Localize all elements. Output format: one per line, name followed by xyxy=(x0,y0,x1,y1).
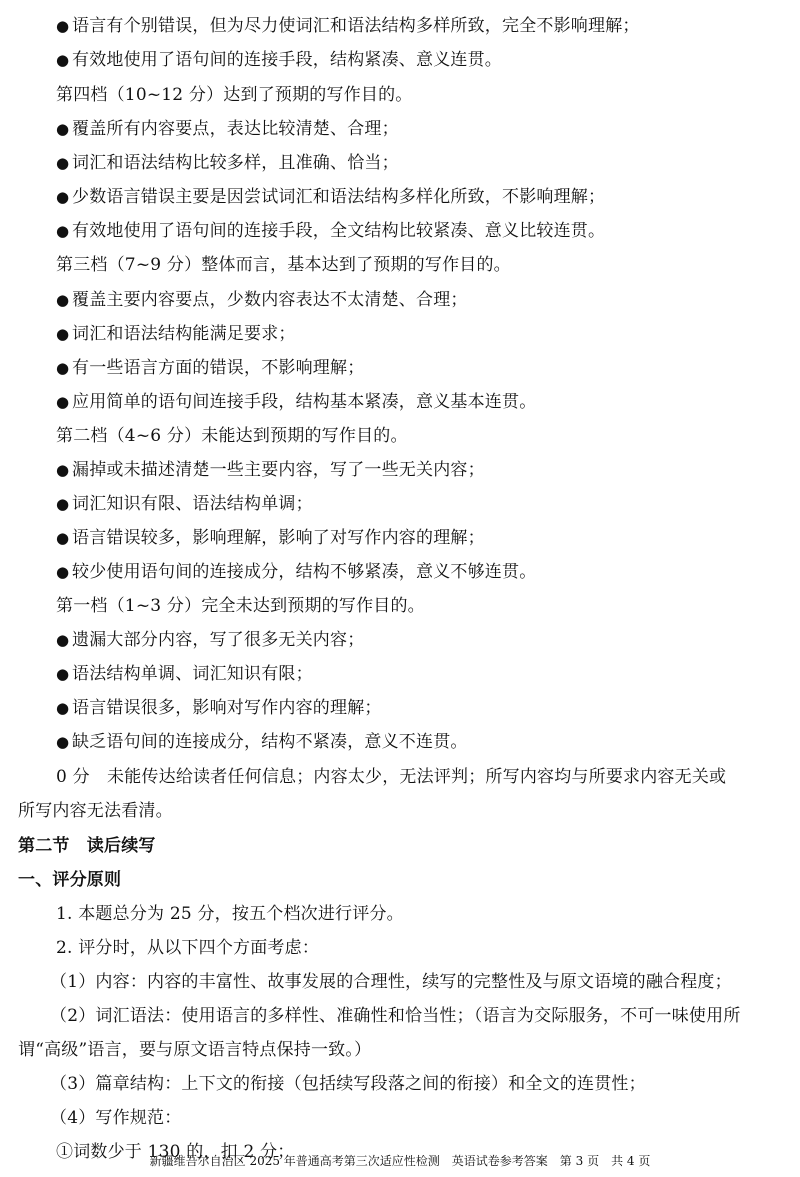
level-4-title: 第四档（10~12 分）达到了预期的写作目的。 xyxy=(56,85,413,105)
bullet-item xyxy=(56,696,382,720)
bullet-item xyxy=(56,628,364,652)
bullet-icon: ● xyxy=(56,120,70,138)
bullet-icon: ● xyxy=(56,699,70,717)
bullet-text: 词汇和语法结构能满足要求； xyxy=(72,324,296,344)
section-2-subheading: 一、评分原则 xyxy=(18,870,122,890)
bullet-icon: ● xyxy=(56,393,70,411)
rule-paragraph: （2）词汇语法：使用语言的多样性、准确性和恰当性；（语言为交际服务，不可一味使用所 xyxy=(50,1006,741,1026)
rule-paragraph: 2. 评分时，从以下四个方面考虑： xyxy=(56,938,320,958)
bullet-text: 覆盖主要内容要点，少数内容表达不太清楚、合理； xyxy=(72,290,468,310)
section-2-heading: 第二节 读后续写 xyxy=(18,836,156,856)
bullet-icon: ● xyxy=(56,222,70,240)
bullet-text: 语言错误较多，影响理解，影响了对写作内容的理解； xyxy=(72,528,485,548)
bullet-icon: ● xyxy=(56,51,70,69)
level-3-title: 第三档（7~9 分）整体而言，基本达到了预期的写作目的。 xyxy=(56,255,511,275)
bullet-icon: ● xyxy=(56,291,70,309)
bullet-icon: ● xyxy=(56,154,70,172)
bullet-icon: ● xyxy=(56,325,70,343)
bullet-text: 应用简单的语句间连接手段，结构基本紧凑，意义基本连贯。 xyxy=(72,392,537,412)
page-footer: 新疆维吾尔自治区 2025 年普通高考第三次适应性检测 英语试卷参考答案 第 3 页 共 4 页 xyxy=(149,1154,651,1168)
bullet-text: 遗漏大部分内容，写了很多无关内容； xyxy=(72,630,365,650)
bullet-text: 缺乏语句间的连接成分，结构不紧凑，意义不连贯。 xyxy=(72,732,468,752)
bullet-text: 语言有个别错误，但为尽力使词汇和语法结构多样所致，完全不影响理解； xyxy=(72,16,640,36)
bullet-item xyxy=(56,48,502,72)
bullet-icon: ● xyxy=(56,529,70,547)
rule-paragraph: ①词数少于 130 的，扣 2 分； xyxy=(56,1142,295,1162)
bullet-item xyxy=(56,730,468,754)
zero-score-line-1: 0 分 未能传达给读者任何信息；内容太少，无法评判；所写内容均与所要求内容无关或 xyxy=(56,767,727,787)
bullet-text: 有效地使用了语句间的连接手段，全文结构比较紧凑、意义比较连贯。 xyxy=(72,221,606,241)
rule-paragraph: （3）篇章结构：上下文的衔接（包括续写段落之间的衔接）和全文的连贯性； xyxy=(50,1074,646,1094)
bullet-item xyxy=(56,492,313,516)
bullet-item xyxy=(56,526,485,550)
bullet-icon: ● xyxy=(56,665,70,683)
rule-paragraph: 谓“高级”语言，要与原文语言特点保持一致。） xyxy=(18,1040,372,1060)
bullet-item xyxy=(56,560,536,584)
bullet-item xyxy=(56,117,399,141)
bullet-item xyxy=(56,185,605,209)
bullet-text: 覆盖所有内容要点，表达比较清楚、合理； xyxy=(72,119,399,139)
bullet-item xyxy=(56,356,364,380)
bullet-text: 词汇知识有限、语法结构单调； xyxy=(72,494,313,514)
bullet-text: 词汇和语法结构比较多样，且准确、恰当； xyxy=(72,153,399,173)
bullet-text: 有效地使用了语句间的连接手段，结构紧凑、意义连贯。 xyxy=(72,50,502,70)
bullet-item xyxy=(56,219,605,243)
bullet-icon: ● xyxy=(56,495,70,513)
bullet-text: 语言错误很多，影响对写作内容的理解； xyxy=(72,698,382,718)
bullet-item xyxy=(56,458,485,482)
rule-paragraph: 1. 本题总分为 25 分，按五个档次进行评分。 xyxy=(56,904,404,924)
rule-paragraph: （1）内容：内容的丰富性、故事发展的合理性，续写的完整性及与原文语境的融合程度； xyxy=(50,972,732,992)
bullet-item xyxy=(56,322,296,346)
bullet-item xyxy=(56,14,640,38)
bullet-text: 少数语言错误主要是因尝试词汇和语法结构多样化所致，不影响理解； xyxy=(72,187,606,207)
bullet-text: 漏掉或未描述清楚一些主要内容，写了一些无关内容； xyxy=(72,460,485,480)
rule-paragraph: （4）写作规范： xyxy=(50,1108,182,1128)
bullet-item xyxy=(56,662,313,686)
bullet-text: 有一些语言方面的错误，不影响理解； xyxy=(72,358,365,378)
bullet-icon: ● xyxy=(56,563,70,581)
level-1-title: 第一档（1~3 分）完全未达到预期的写作目的。 xyxy=(56,596,425,616)
bullet-text: 较少使用语句间的连接成分，结构不够紧凑，意义不够连贯。 xyxy=(72,562,537,582)
bullet-icon: ● xyxy=(56,631,70,649)
bullet-item xyxy=(56,288,468,312)
zero-score-line-2: 所写内容无法看清。 xyxy=(18,801,173,821)
bullet-icon: ● xyxy=(56,461,70,479)
bullet-item xyxy=(56,390,536,414)
bullet-icon: ● xyxy=(56,359,70,377)
bullet-icon: ● xyxy=(56,733,70,751)
bullet-item xyxy=(56,151,399,175)
bullet-text: 语法结构单调、词汇知识有限； xyxy=(72,664,313,684)
level-2-title: 第二档（4~6 分）未能达到预期的写作目的。 xyxy=(56,426,408,446)
bullet-icon: ● xyxy=(56,17,70,35)
bullet-icon: ● xyxy=(56,188,70,206)
